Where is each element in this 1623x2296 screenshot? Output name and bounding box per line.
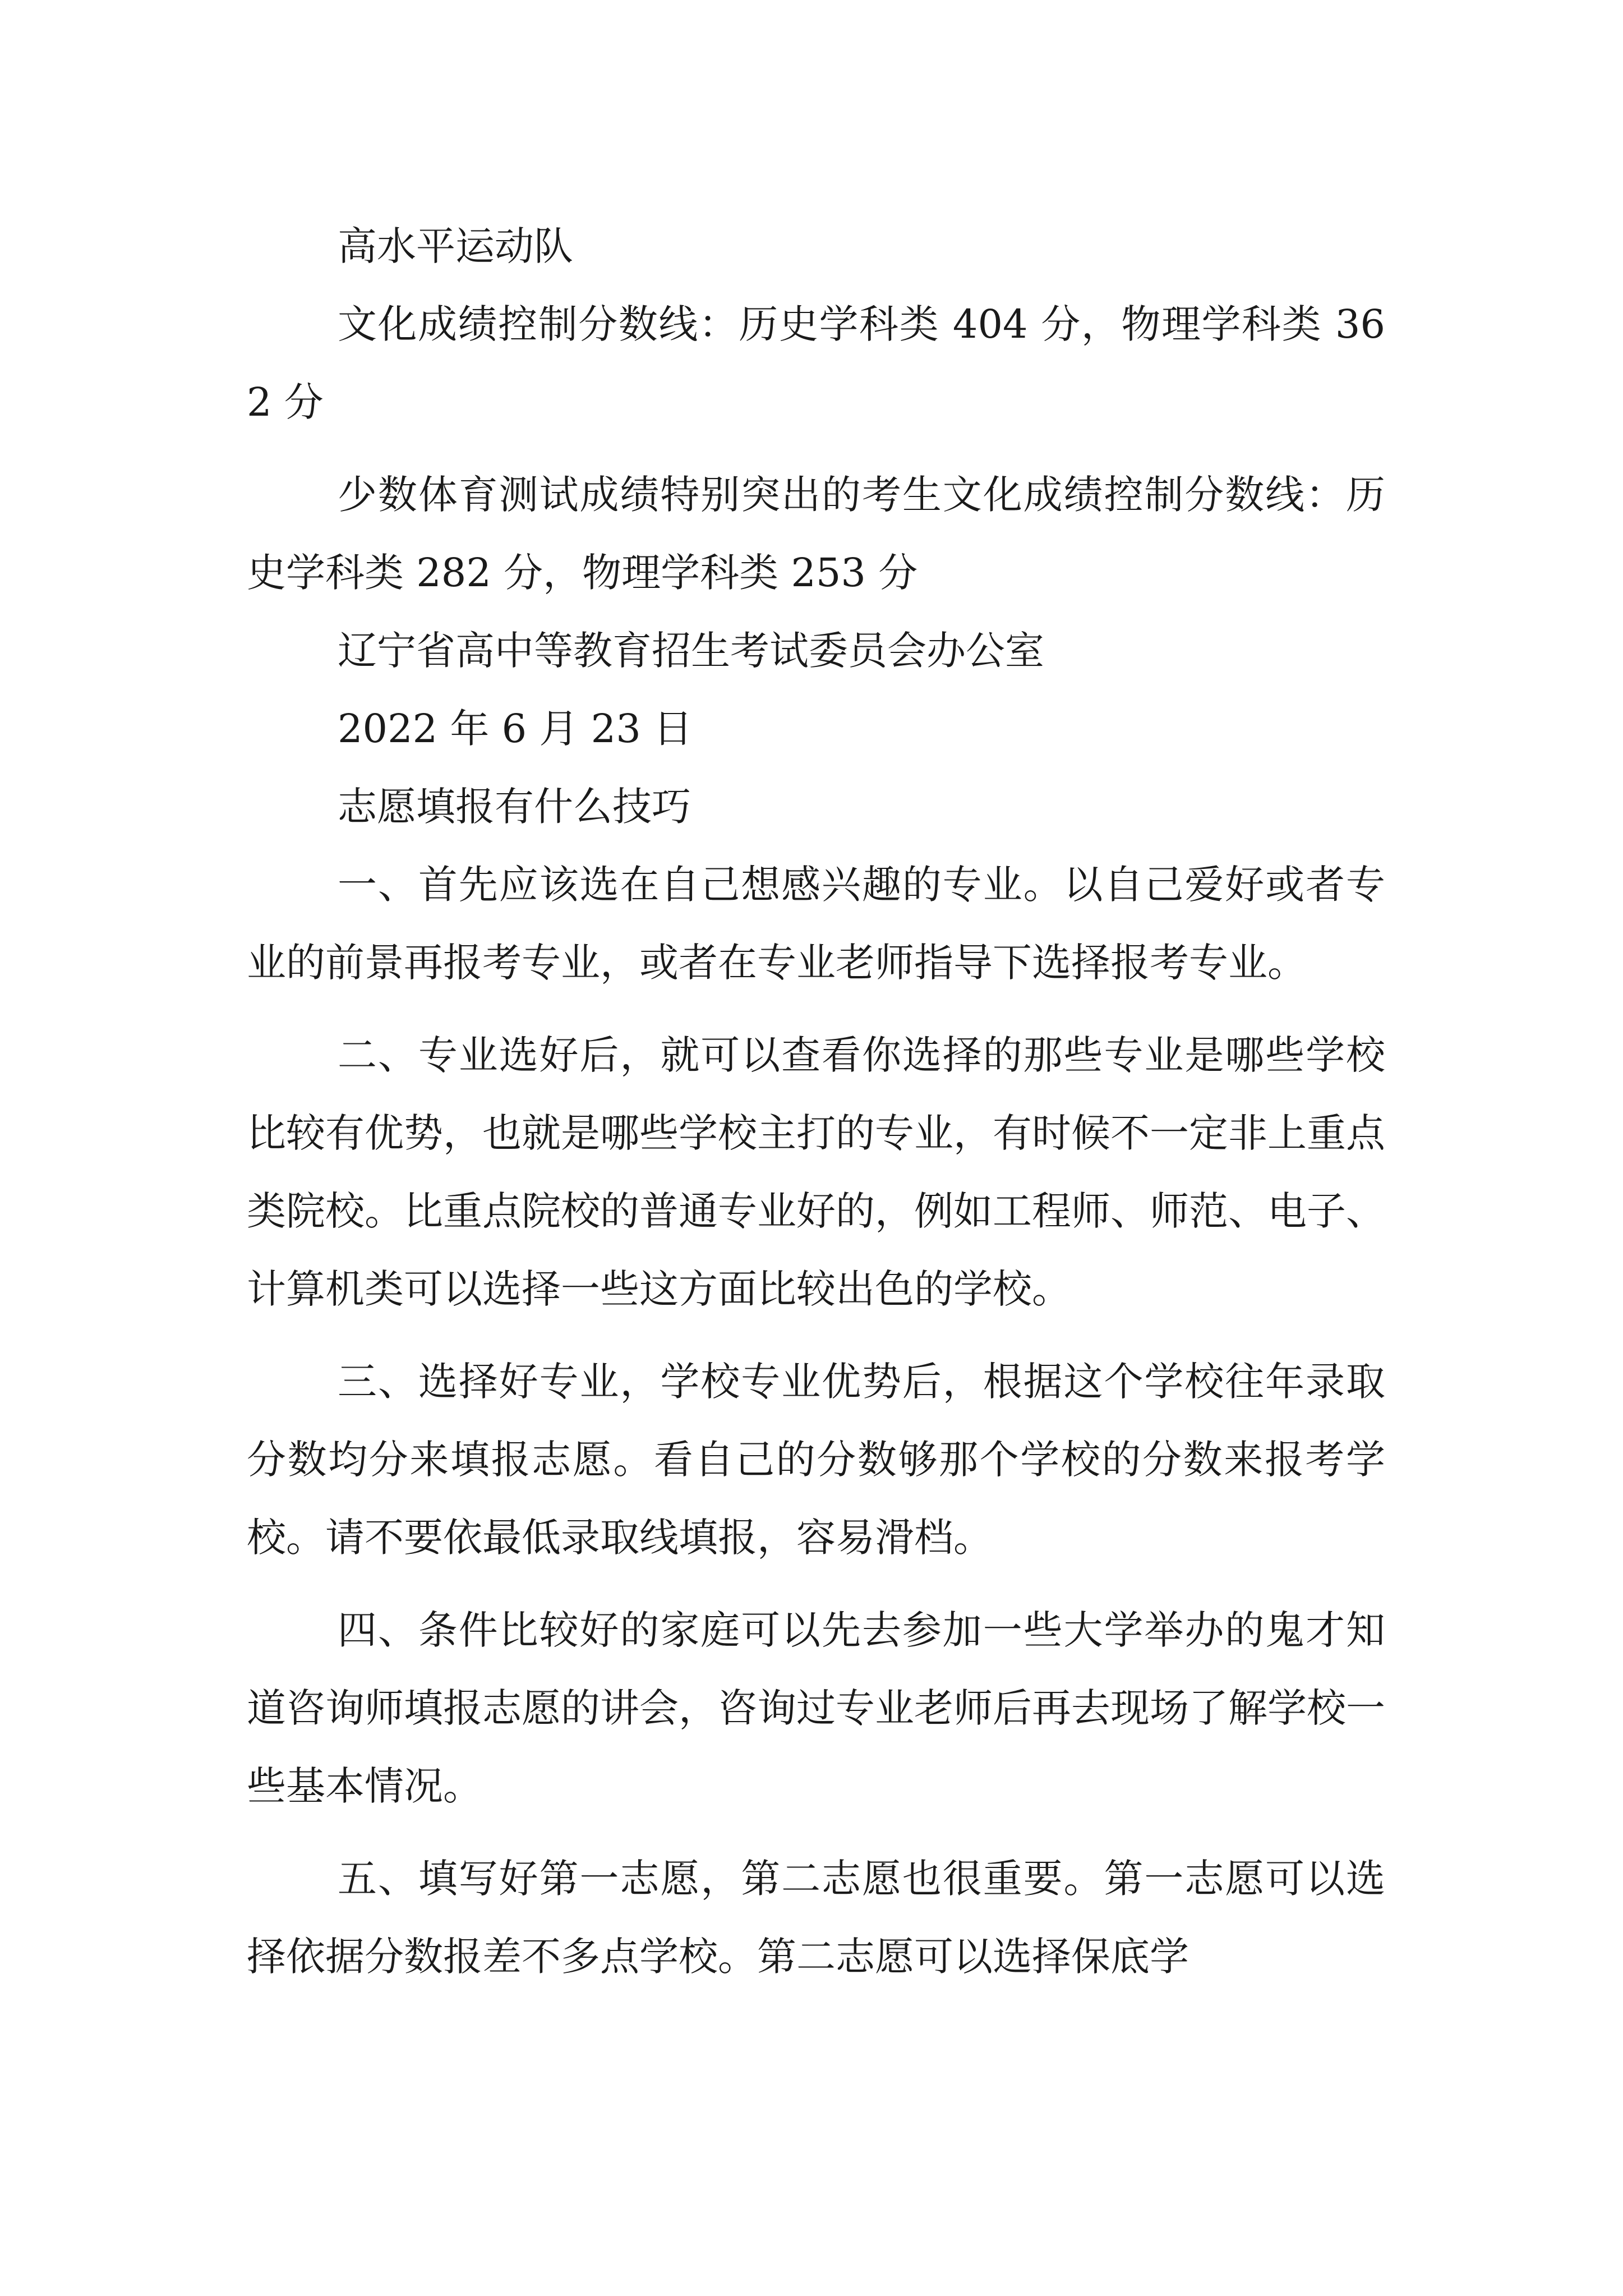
tip-paragraph-3: 三、选择好专业，学校专业优势后，根据这个学校往年录取分数均分来填报志愿。看自己的分数够那个学校的分数来报考学校。请不要依最低录取线填报，容易滑档。 xyxy=(247,1359,1385,1561)
tip-paragraph-4: 四、条件比较好的家庭可以先去参加一些大学举办的鬼才知道咨询师填报志愿的讲会，咨询过专业老师后再去现场了解学校一些基本情况。 xyxy=(247,1607,1385,1809)
issue-date: 2022 年 6 月 23 日 xyxy=(338,706,693,752)
paragraph-culture-score-line: 文化成绩控制分数线：历史学科类 404 分，物理学科类 362 分 xyxy=(247,301,1385,425)
tip-paragraph-5: 五、填写好第一志愿，第二志愿也很重要。第一志愿可以选择依据分数报差不多点学校。第二志愿可以选择保底学 xyxy=(247,1856,1385,1980)
issuing-office: 辽宁省高中等教育招生考试委员会办公室 xyxy=(338,628,1044,674)
tip-paragraph-1: 一、首先应该选在自己想感兴趣的专业。以自己爱好或者专业的前景再报考专业，或者在专业老师指导下选择报考专业。 xyxy=(247,862,1385,986)
tip-paragraph-2: 二、专业选好后，就可以查看你选择的那些专业是哪些学校比较有优势，也就是哪些学校主打的专业，有时候不一定非上重点类院校。比重点院校的普通专业好的，例如工程师、师范、电子、计算机类可以选择一些这方面比较出色的学校。 xyxy=(247,1032,1385,1312)
document-body xyxy=(247,208,1385,1996)
section-title-tips: 志愿填报有什么技巧 xyxy=(338,784,691,830)
heading-sports-team: 高水平运动队 xyxy=(338,223,573,269)
paragraph-special-sports-score-line: 少数体育测试成绩特别突出的考生文化成绩控制分数线：历史学科类 282 分，物理学科类 253 分 xyxy=(247,472,1385,596)
